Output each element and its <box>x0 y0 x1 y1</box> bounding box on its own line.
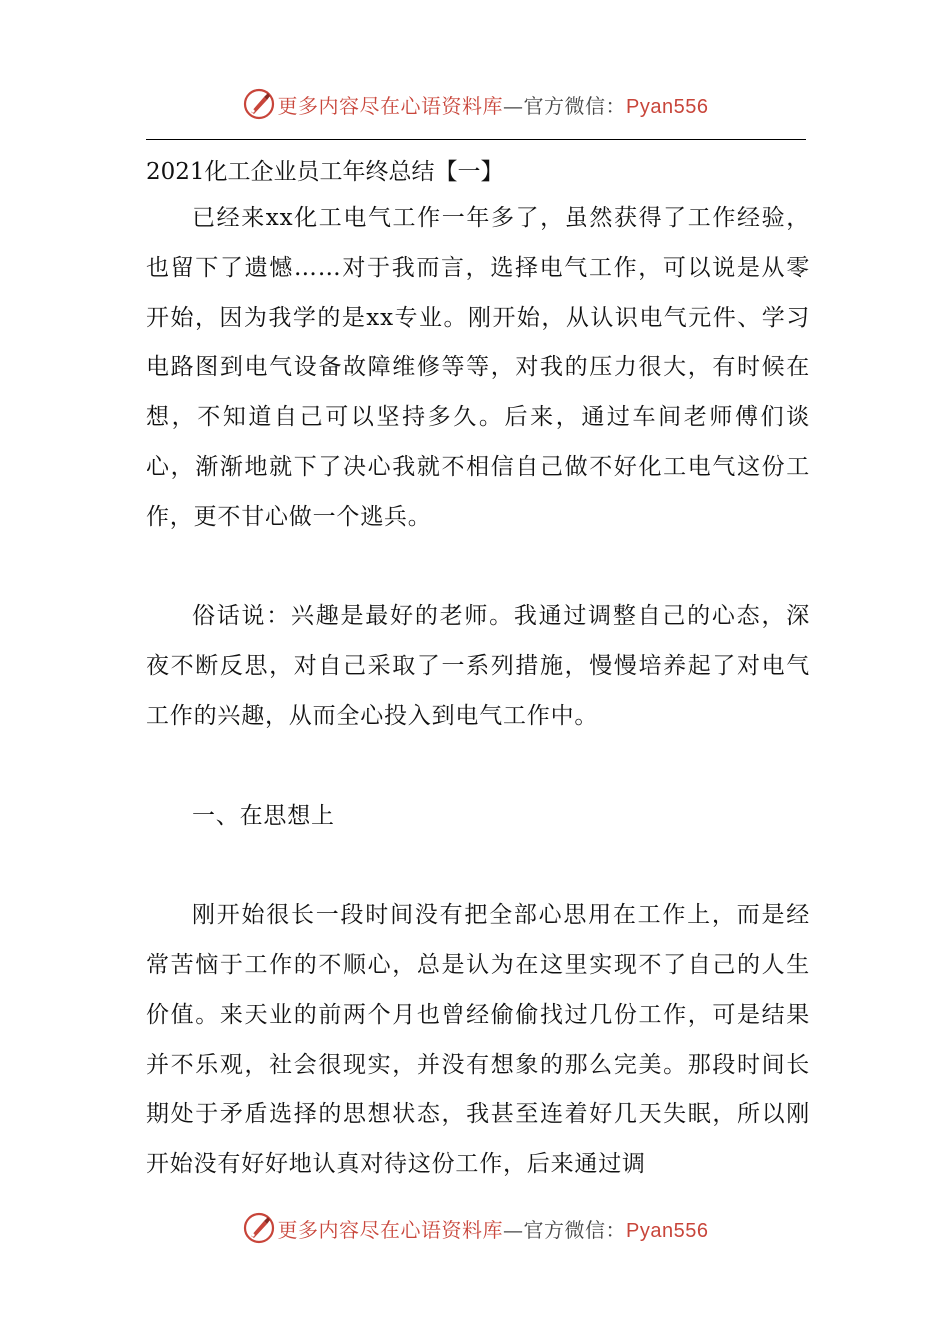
header-divider <box>146 139 806 140</box>
pen-logo-icon <box>242 87 276 121</box>
watermark-official-label: 官方微信： <box>523 1217 627 1242</box>
paragraph-1: 已经来xx化工电气工作一年多了，虽然获得了工作经验，也留下了遗憾……对于我而言，选择电气工作，可以说是从零开始，因为我学的是xx专业。刚开始，从认识电气元件、学习电路图到电气设备故障维修等等，对我的压力很大，有时候在想，不知道自己可以坚持多久。后来，通过车间老师傅们谈心，渐渐地就下了决心我就不相信自己做不好化工电气这份工作，更不甘心做一个逃兵。 <box>146 205 810 530</box>
watermark-wechat-id: Pyan556 <box>626 95 709 118</box>
paragraph-2: 俗话说：兴趣是最好的老师。我通过调整自己的心态，深夜不断反思，对自己采取了一系列措施，慢慢培养起了对电气工作的兴趣，从而全心投入到电气工作中。 <box>146 603 810 729</box>
document-title: 2021化工企业员工年终总结【一】 <box>146 159 504 185</box>
paragraph-3: 刚开始很长一段时间没有把全部心思用在工作上，而是经常苦恼于工作的不顺心，总是认为在这里实现不了自己的人生价值。来天业的前两个月也曾经偷偷找过几份工作，可是结果并不乐观，社会很现实，并没有想象的那么完美。那段时间长期处于矛盾选择的思想状态，我甚至连着好几天失眠，所以刚开始没有好好地认真对待这份工作，后来通过调 <box>146 902 810 1178</box>
watermark-wechat-id: Pyan556 <box>626 1219 709 1242</box>
watermark-brand: 更多内容尽在心语资料库 <box>277 93 504 118</box>
watermark-text <box>278 90 709 119</box>
blank-line <box>146 841 810 891</box>
watermark-dash: — <box>503 1217 524 1242</box>
section-heading-1: 一、在思想上 <box>192 802 335 829</box>
watermark-official-label: 官方微信： <box>523 93 627 118</box>
watermark-banner-bottom <box>0 1208 950 1248</box>
watermark-brand: 更多内容尽在心语资料库 <box>277 1217 504 1242</box>
document-body <box>146 150 810 1190</box>
pen-logo-icon <box>242 1211 276 1245</box>
watermark-dash: — <box>503 93 524 118</box>
blank-line <box>146 543 810 593</box>
watermark-text <box>278 1214 709 1243</box>
watermark-banner-top <box>0 84 950 124</box>
blank-line <box>146 742 810 792</box>
